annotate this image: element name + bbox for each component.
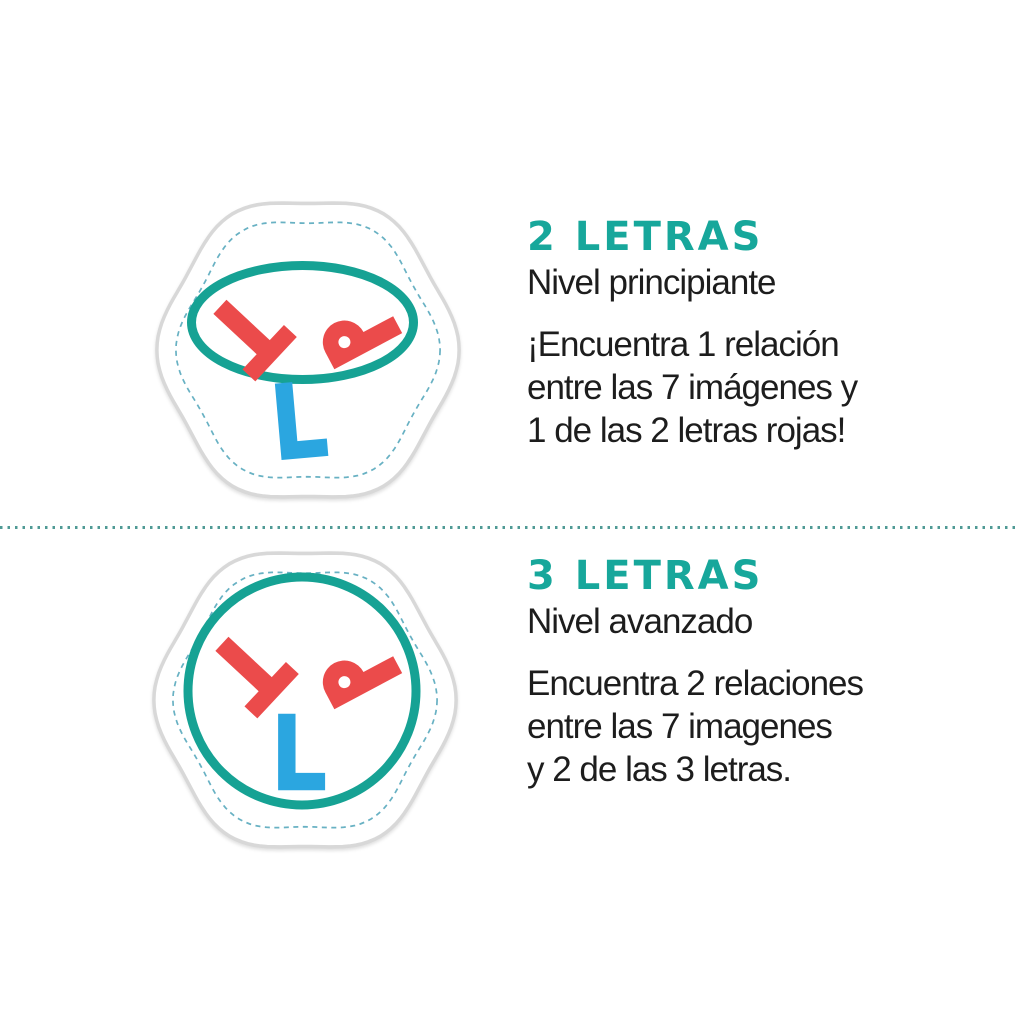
- section-level: Nivel avanzado: [527, 602, 753, 641]
- dotted-divider: [0, 526, 1020, 529]
- section-two-letters-text: [527, 214, 957, 452]
- section-title: 2 LETRAS: [527, 214, 764, 260]
- section-level: Nivel principiante: [527, 263, 776, 302]
- section-description: Encuentra 2 relaciones entre las 7 imagenes y 2 de las 3 letras.: [527, 664, 863, 789]
- card-two-letters-illustration: [148, 190, 468, 510]
- card-three-letters-illustration: [145, 540, 465, 860]
- section-title: 3 LETRAS: [527, 553, 764, 599]
- section-description: ¡Encuentra 1 relación entre las 7 imágenes y 1 de las 2 letras rojas!: [527, 325, 858, 450]
- section-three-letters-text: [527, 553, 957, 791]
